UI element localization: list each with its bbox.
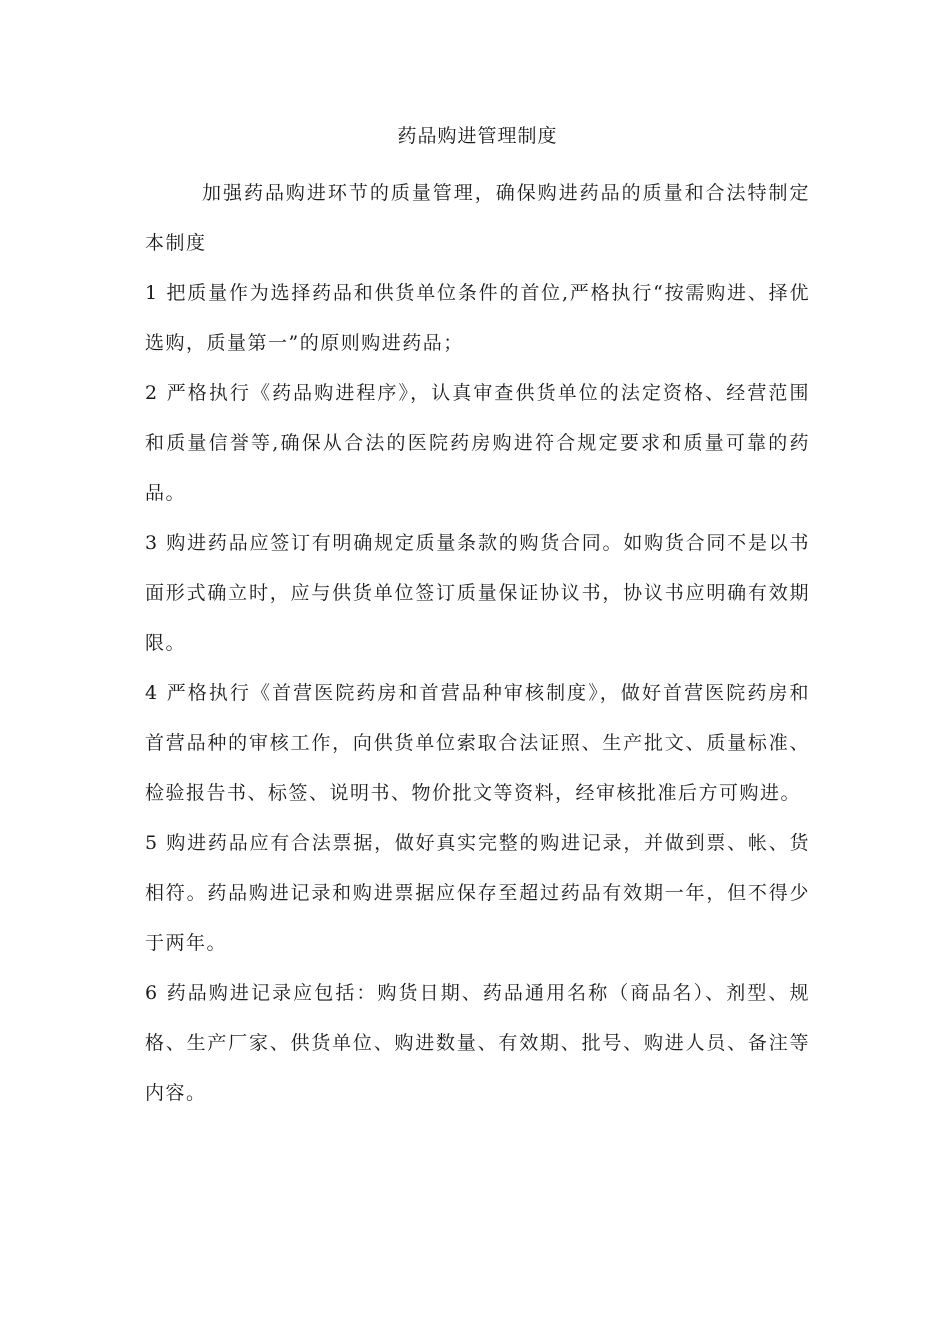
clause-6: 6 药品购进记录应包括：购货日期、药品通用名称（商品名）、剂型、规格、生产厂家、供货单位、购进数量、有效期、批号、购进人员、备注等内容。 bbox=[145, 982, 810, 1104]
clause-3: 3 购进药品应签订有明确规定质量条款的购货合同。如购货合同不是以书面形式确立时，应与供货单位签订质量保证协议书，协议书应明确有效期限。 bbox=[145, 532, 810, 654]
document-page bbox=[145, 118, 810, 1118]
clause-4: 4 严格执行《首营医院药房和首营品种审核制度》，做好首营医院药房和首营品种的审核工作，向供货单位索取合法证照、生产批文、质量标准、检验报告书、标签、说明书、物价批文等资料，经审核批准后方可购进。 bbox=[145, 682, 810, 804]
clause-5: 5 购进药品应有合法票据，做好真实完整的购进记录，并做到票、帐、货相符。药品购进记录和购进票据应保存至超过药品有效期一年，但不得少于两年。 bbox=[145, 832, 810, 954]
intro-paragraph: 加强药品购进环节的质量管理，确保购进药品的质量和合法特制定本制度 bbox=[145, 182, 810, 254]
clause-2: 2 严格执行《药品购进程序》，认真审查供货单位的法定资格、经营范围和质量信誉等,确保从合法的医院药房购进符合规定要求和质量可靠的药品。 bbox=[145, 382, 810, 504]
clause-1: 1 把质量作为选择药品和供货单位条件的首位,严格执行“按需购进、择优选购，质量第一”的原则购进药品； bbox=[145, 282, 810, 354]
document-title: 药品购进管理制度 bbox=[397, 125, 558, 147]
